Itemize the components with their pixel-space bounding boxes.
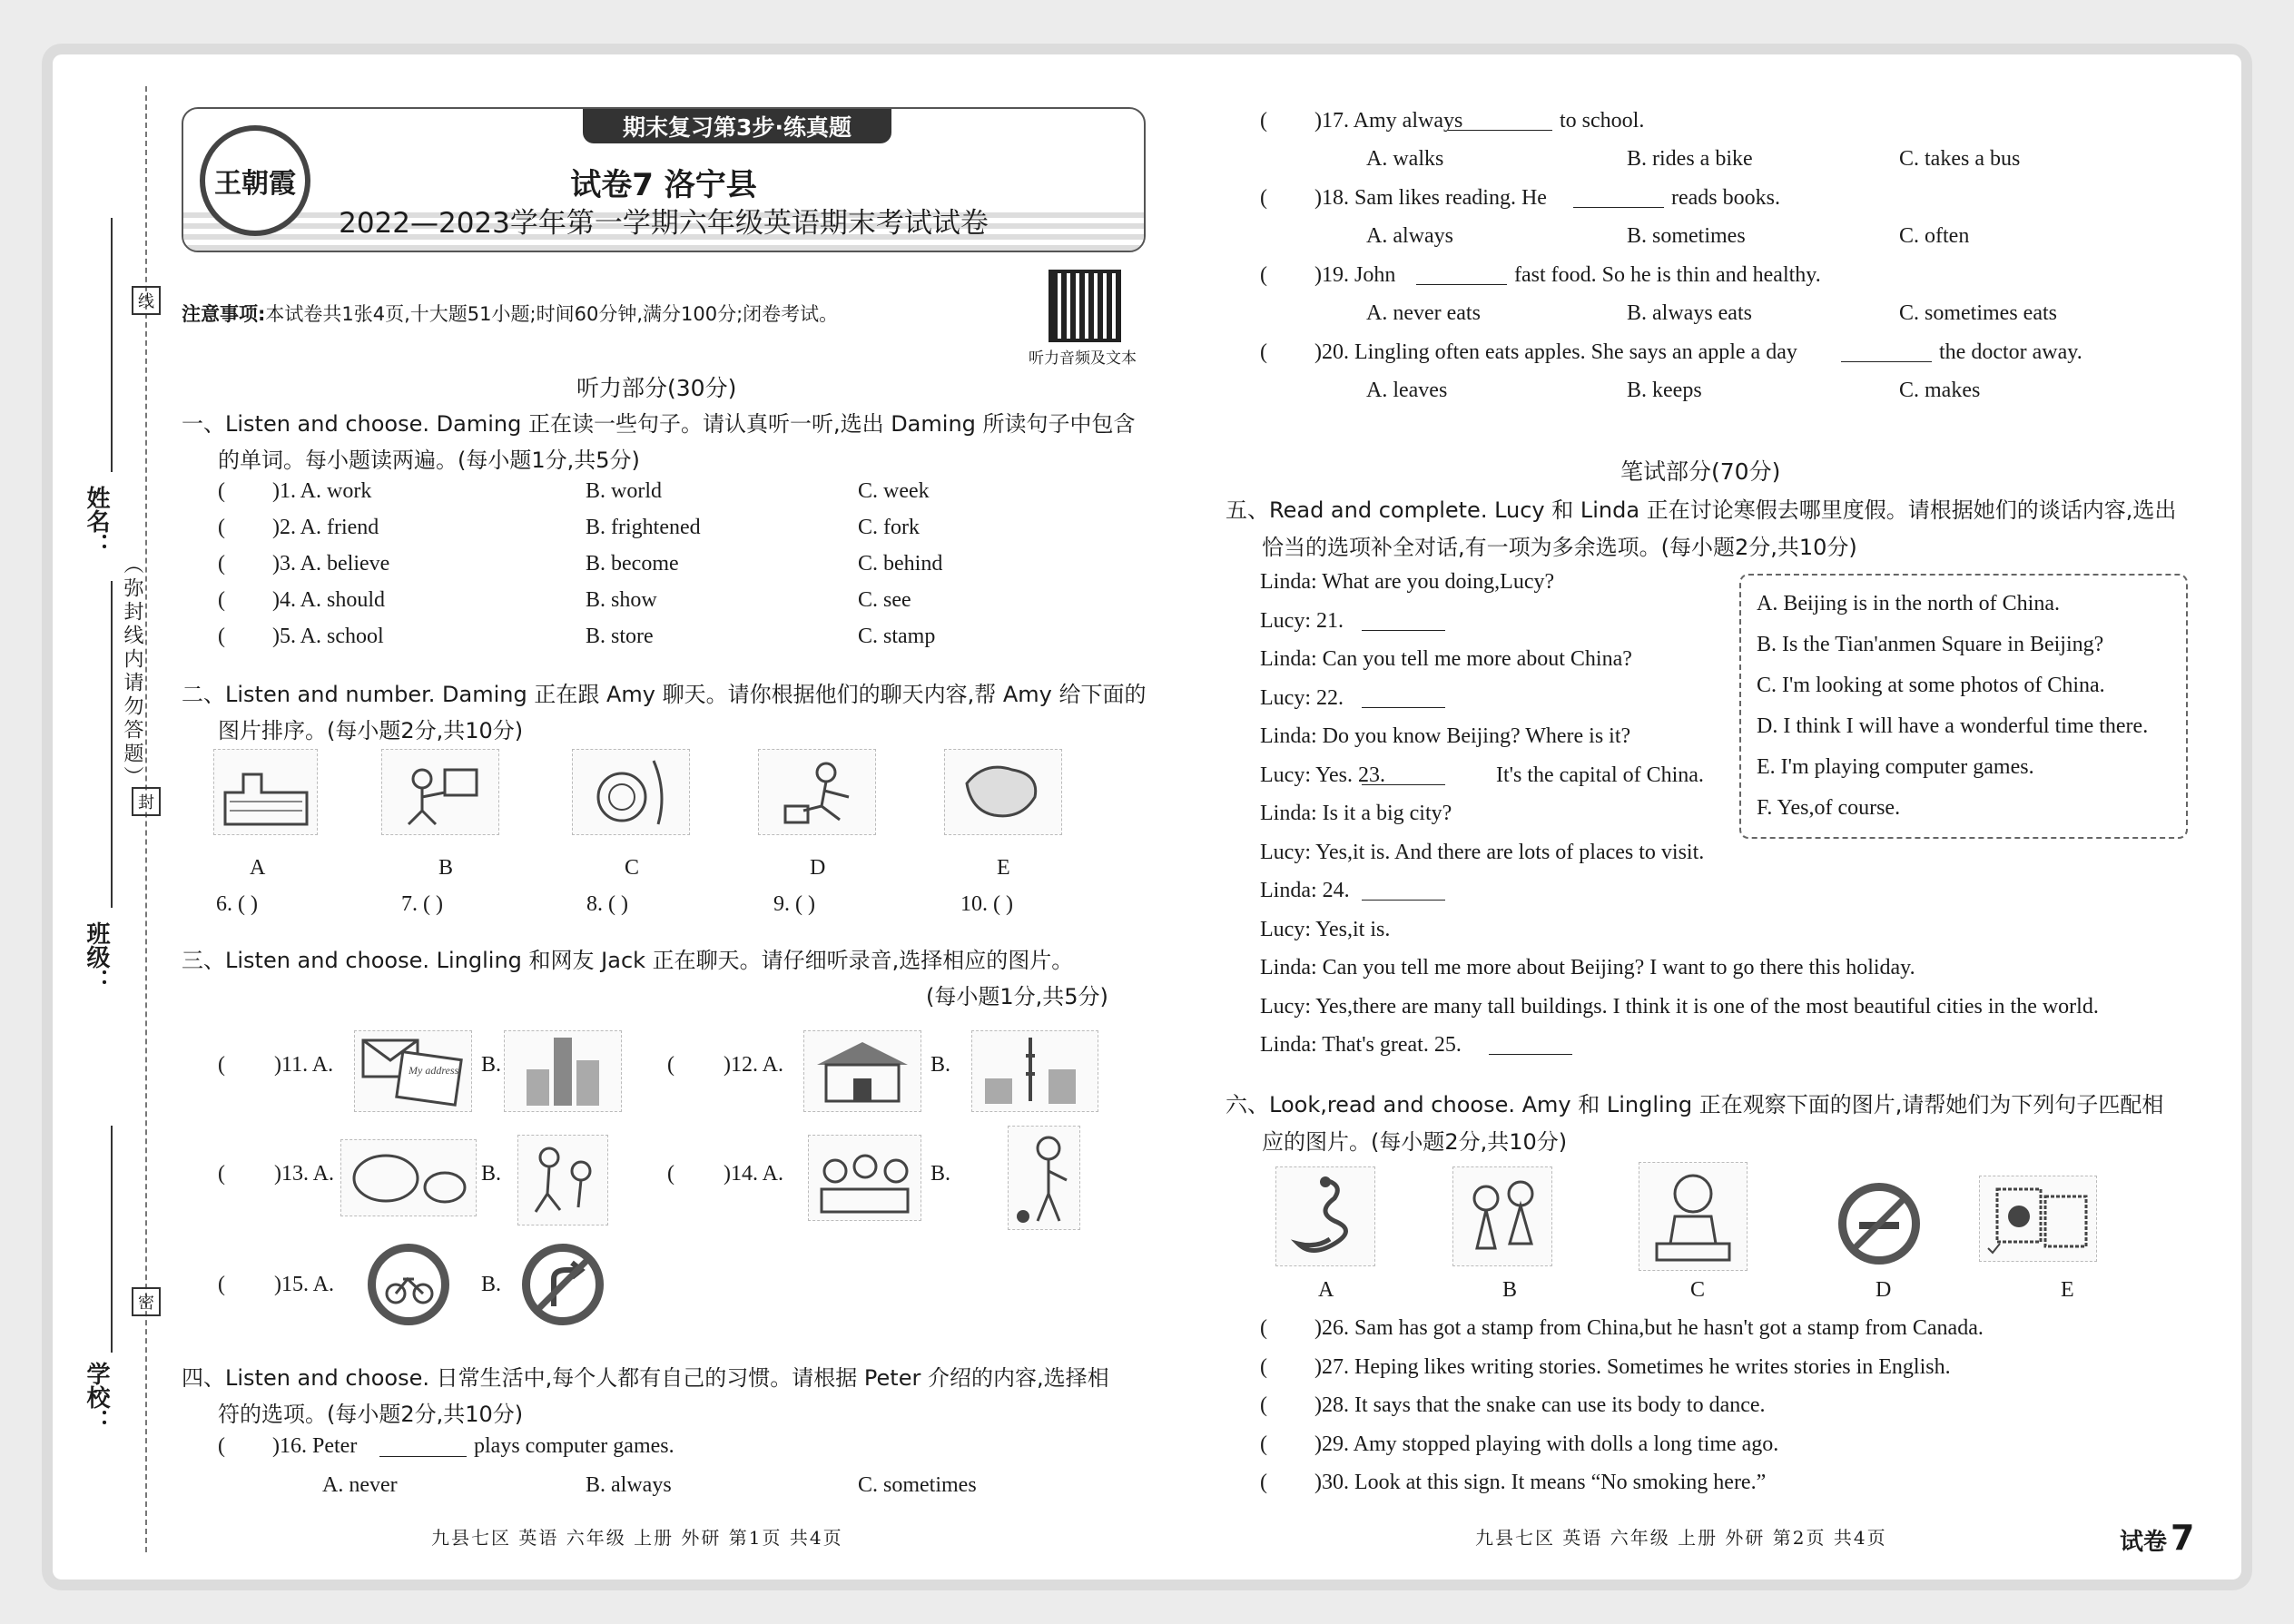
name-line	[111, 218, 113, 472]
q18-option-b: B. sometimes	[1627, 224, 1746, 248]
dialog-line: Linda: Is it a big city?	[1260, 802, 1452, 825]
step-banner: 期末复习第3步·练真题	[583, 109, 891, 143]
class-label: 班级：	[83, 921, 110, 992]
dialog-line: Lucy: Yes,it is.	[1260, 917, 1391, 941]
picture-label: D	[810, 856, 826, 880]
s6-instr-2: 应的图片。(每小题2分,共10分)	[1262, 1129, 1568, 1155]
s2-instr-1: 二、Listen and number. Daming 正在跟 Amy 聊天。请你根据他们的聊天内容,帮 Amy 给下面的	[182, 682, 1147, 707]
answer-bracket[interactable]: (	[218, 1434, 225, 1458]
letter-address-picture	[354, 1030, 472, 1112]
answer-bracket[interactable]: (	[1260, 1354, 1267, 1379]
option-c: C. week	[858, 479, 930, 503]
dialog-blank[interactable]	[1362, 629, 1445, 631]
dialog-line: Lucy: Yes,there are many tall buildings. I think it is one of the most beautiful cities in the world.	[1260, 994, 2099, 1019]
kid-computer-picture	[381, 749, 499, 835]
s5-instr-1: 五、Read and complete. Lucy 和 Linda 正在讨论寒假去哪里度假。请根据她们的谈话内容,选出	[1226, 497, 2177, 523]
school-label: 学校：	[83, 1362, 110, 1432]
dialog-blank[interactable]	[1362, 899, 1445, 901]
class-line	[111, 581, 113, 908]
elephants-picture	[340, 1139, 477, 1216]
q29-statement: )29. Amy stopped playing with dolls a long time ago.	[1314, 1432, 1779, 1456]
q16-stem: )16. Peter	[272, 1434, 358, 1458]
letter-text: My address	[409, 1064, 459, 1077]
great-wall-picture	[213, 749, 318, 835]
picture-label: D	[1876, 1278, 1892, 1302]
footer-paper-number: 7	[2171, 1518, 2195, 1558]
picture-label: B	[1502, 1278, 1518, 1302]
q16-blank[interactable]	[379, 1455, 467, 1457]
answer-bracket[interactable]: (	[1260, 340, 1267, 364]
name-label: 姓名：	[83, 486, 110, 556]
picture-label: C	[1690, 1278, 1706, 1302]
line-mark: 线	[132, 286, 161, 315]
option-a: )3. A. believe	[272, 552, 390, 576]
q28-statement: )28. It says that the snake can use its body to dance.	[1314, 1393, 1766, 1417]
option-b-label: B.	[481, 1053, 502, 1077]
q17-option-a: A. walks	[1366, 147, 1444, 171]
notice	[182, 300, 838, 327]
stamps-picture	[1979, 1176, 2097, 1262]
notice-text: 本试卷共1张4页,十大题51小题;时间60分钟,满分100分;闭卷考试。	[265, 303, 839, 325]
dialog-line: Lucy: Yes,it is. And there are lots of places to visit.	[1260, 840, 1705, 864]
s1-instr-1: 一、Listen and choose. Daming 正在读一些句子。请认真听一听,选出 Daming 所读句子中包含	[182, 411, 1136, 437]
s4-instr-2: 符的选项。(每小题2分,共10分)	[218, 1402, 524, 1427]
option-c: C. stamp	[858, 625, 936, 648]
option-a-label: )14. A.	[724, 1162, 783, 1186]
seal-mark: 封	[132, 787, 161, 816]
kids-running-picture	[517, 1135, 608, 1225]
picture-label: E	[997, 856, 1010, 880]
answer-bracket[interactable]: (	[218, 516, 225, 539]
dialog-line: Lucy: 21.	[1260, 608, 1344, 633]
q17-stem: )17. Amy always	[1314, 109, 1463, 133]
q16-option-b: B. always	[586, 1473, 672, 1497]
writing-title: 笔试部分(70分)	[1620, 458, 1781, 485]
answer-bracket[interactable]: (	[218, 625, 225, 648]
dialog-line: Linda: Do you know Beijing? Where is it?	[1260, 724, 1631, 748]
number-blank[interactable]: 8. ( )	[586, 892, 628, 916]
q16-stem-end: plays computer games.	[474, 1434, 674, 1458]
picture-label: B	[438, 856, 454, 880]
answer-bracket[interactable]: (	[1260, 109, 1267, 133]
picture-label: A	[1318, 1278, 1334, 1302]
option-a-label: )13. A.	[274, 1162, 334, 1186]
s1-instr-2: 的单词。每小题读两遍。(每小题1分,共5分)	[218, 448, 640, 473]
s6-instr-1: 六、Look,read and choose. Amy 和 Lingling 正在观察下面的图片,请帮她们为下列句子匹配相	[1226, 1092, 2164, 1117]
answer-bracket[interactable]: (	[218, 1162, 225, 1186]
dialog-line: Lucy: Yes. 23.	[1260, 763, 1386, 787]
q30-statement: )30. Look at this sign. It means “No smoking here.”	[1314, 1471, 1767, 1494]
option-b: B. frightened	[586, 516, 701, 539]
boy-playing-picture	[758, 749, 876, 835]
qr-caption: 听力音频及文本	[1029, 349, 1137, 367]
option-a-label: )12. A.	[724, 1053, 783, 1077]
option-A: A. Beijing is in the north of China.	[1757, 592, 2060, 615]
option-a: )2. A. friend	[272, 516, 379, 539]
no-smoking-sign-icon	[1838, 1183, 1920, 1265]
s3-instr-1: 三、Listen and choose. Lingling 和网友 Jack 正在聊天。请仔细听录音,选择相应的图片。	[182, 948, 1074, 973]
answer-bracket[interactable]: (	[1260, 1316, 1267, 1340]
dialog-line: Linda: Can you tell me more about China?	[1260, 647, 1632, 671]
option-E: E. I'm playing computer games.	[1757, 755, 2034, 779]
answer-bracket[interactable]: (	[218, 1053, 225, 1077]
dialog-blank[interactable]	[1362, 783, 1445, 785]
q18-blank[interactable]	[1573, 206, 1664, 208]
option-b-label: B.	[930, 1162, 951, 1186]
q19-stem: )19. John	[1314, 263, 1396, 287]
dialog-line: Linda: Can you tell me more about Beijing? I want to go there this holiday.	[1260, 956, 1915, 979]
answer-bracket[interactable]: (	[1260, 263, 1267, 287]
paper-number: 试卷7 洛宁县	[570, 167, 757, 203]
answer-bracket[interactable]: (	[1260, 1393, 1267, 1417]
dialog-line: Lucy: 22.	[1260, 685, 1344, 710]
no-right-turn-sign-icon	[522, 1244, 604, 1325]
q19-stem-end: fast food. So he is thin and healthy.	[1514, 263, 1821, 287]
option-b: B. store	[586, 625, 654, 648]
option-D: D. I think I will have a wonderful time there.	[1757, 714, 2149, 738]
dialog-line: Linda: 24.	[1260, 879, 1350, 902]
q16-option-c: C. sometimes	[858, 1473, 977, 1497]
q16-option-a: A. never	[322, 1473, 398, 1497]
q18-stem-end: reads books.	[1671, 186, 1780, 210]
number-blank[interactable]: 6. ( )	[216, 892, 258, 916]
footer-paper-text: 试卷	[2120, 1529, 2168, 1556]
option-a: )1. A. work	[272, 479, 372, 503]
answer-bracket[interactable]: (	[1260, 1432, 1267, 1456]
option-a-label: )15. A.	[274, 1273, 334, 1296]
q19-option-a: A. never eats	[1366, 301, 1481, 325]
option-a: )4. A. should	[272, 588, 386, 612]
q18-option-c: C. often	[1899, 224, 1970, 248]
q20-stem-end: the doctor away.	[1939, 340, 2082, 364]
q17-blank[interactable]	[1448, 129, 1552, 131]
option-b-label: B.	[481, 1162, 502, 1186]
q20-blank[interactable]	[1841, 360, 1932, 362]
q20-option-b: B. keeps	[1627, 379, 1702, 402]
q18-stem: )18. Sam likes reading. He	[1314, 186, 1547, 210]
lion-picture	[572, 749, 690, 835]
option-C: C. I'm looking at some photos of China.	[1757, 674, 2105, 697]
no-bikes-sign-icon	[368, 1244, 449, 1325]
seal-note: （弥封线内请勿答题）	[121, 554, 143, 790]
answer-bracket[interactable]: (	[218, 588, 225, 612]
s2-instr-2: 图片排序。(每小题2分,共10分)	[218, 718, 524, 743]
answer-bracket[interactable]: (	[667, 1162, 674, 1186]
number-blank[interactable]: 9. ( )	[773, 892, 815, 916]
girl-football-picture	[1008, 1126, 1080, 1230]
q19-blank[interactable]	[1416, 283, 1507, 285]
answer-bracket[interactable]: (	[1260, 1471, 1267, 1494]
option-a: )5. A. school	[272, 625, 384, 648]
footer-left: 九县七区 英语 六年级 上册 外研 第1页 共4页	[431, 1527, 843, 1549]
china-map-picture	[944, 749, 1062, 835]
dialog-blank[interactable]	[1362, 706, 1445, 708]
picture-label: C	[625, 856, 640, 880]
q18-option-a: A. always	[1366, 224, 1453, 248]
paper-title: 2022—2023学年第一学期六年级英语期末考试试卷	[339, 207, 989, 240]
option-c: C. see	[858, 588, 911, 612]
option-b-label: B.	[930, 1053, 951, 1077]
q20-stem: )20. Lingling often eats apples. She says an apple a day	[1314, 340, 1797, 364]
answer-bracket[interactable]: (	[218, 479, 225, 503]
notice-label: 注意事项:	[182, 303, 266, 325]
picture-label: A	[250, 856, 266, 880]
option-F: F. Yes,of course.	[1757, 796, 1901, 820]
s4-instr-1: 四、Listen and choose. 日常生活中,每个人都有自己的习惯。请根据 Peter 介绍的内容,选择相	[182, 1365, 1109, 1391]
tiananmen-picture	[803, 1030, 921, 1112]
qr-code-icon[interactable]	[1049, 270, 1121, 342]
s3-instr-2: (每小题1分,共5分)	[926, 984, 1108, 1009]
option-b: B. show	[586, 588, 657, 612]
s5-instr-2: 恰当的选项补全对话,有一项为多余选项。(每小题2分,共10分)	[1262, 535, 1857, 560]
q17-option-b: B. rides a bike	[1627, 147, 1753, 171]
school-line	[111, 1126, 113, 1353]
answer-bracket[interactable]: (	[218, 1273, 225, 1296]
q17-option-c: C. takes a bus	[1899, 147, 2021, 171]
boy-writing-picture	[1639, 1162, 1748, 1271]
q26-statement: )26. Sam has got a stamp from China,but he hasn't got a stamp from Canada.	[1314, 1316, 1984, 1340]
answer-bracket[interactable]: (	[667, 1053, 674, 1077]
snake-dancing-picture	[1275, 1166, 1375, 1266]
dialog-line: Linda: What are you doing,Lucy?	[1260, 570, 1555, 594]
listening-title: 听力部分(30分)	[576, 375, 737, 401]
q27-statement: )27. Heping likes writing stories. Sometimes he writes stories in English.	[1314, 1354, 1951, 1379]
q20-option-c: C. makes	[1899, 379, 1981, 402]
q19-option-b: B. always eats	[1627, 301, 1752, 325]
dialog-blank[interactable]	[1489, 1053, 1572, 1055]
shanghai-skyline-picture	[971, 1030, 1098, 1112]
option-a-label: )11. A.	[274, 1053, 334, 1077]
dialog-line-23-end: It's the capital of China.	[1496, 763, 1704, 787]
paper-header	[182, 107, 1146, 252]
option-B: B. Is the Tian'anmen Square in Beijing?	[1757, 633, 2104, 656]
q19-option-c: C. sometimes eats	[1899, 301, 2057, 325]
children-group-picture	[808, 1135, 921, 1221]
q20-option-a: A. leaves	[1366, 379, 1448, 402]
option-b: B. become	[586, 552, 679, 576]
answer-bracket[interactable]: (	[218, 552, 225, 576]
option-c: C. fork	[858, 516, 920, 539]
option-b: B. world	[586, 479, 662, 503]
dialog-line: Linda: That's great. 25.	[1260, 1033, 1462, 1057]
secret-mark: 密	[132, 1287, 161, 1316]
option-b-label: B.	[481, 1273, 502, 1296]
option-c: C. behind	[858, 552, 943, 576]
number-blank[interactable]: 7. ( )	[401, 892, 443, 916]
dolls-picture	[1452, 1166, 1552, 1266]
footer-right: 九县七区 英语 六年级 上册 外研 第2页 共4页	[1475, 1527, 1887, 1549]
city-building-picture	[504, 1030, 622, 1112]
logo-text: 王朝霞	[214, 168, 296, 200]
footer-paper-label	[2120, 1518, 2194, 1558]
picture-label: E	[2061, 1278, 2074, 1302]
q17-stem-end: to school.	[1560, 109, 1645, 133]
number-blank[interactable]: 10. ( )	[960, 892, 1013, 916]
answer-bracket[interactable]: (	[1260, 186, 1267, 210]
